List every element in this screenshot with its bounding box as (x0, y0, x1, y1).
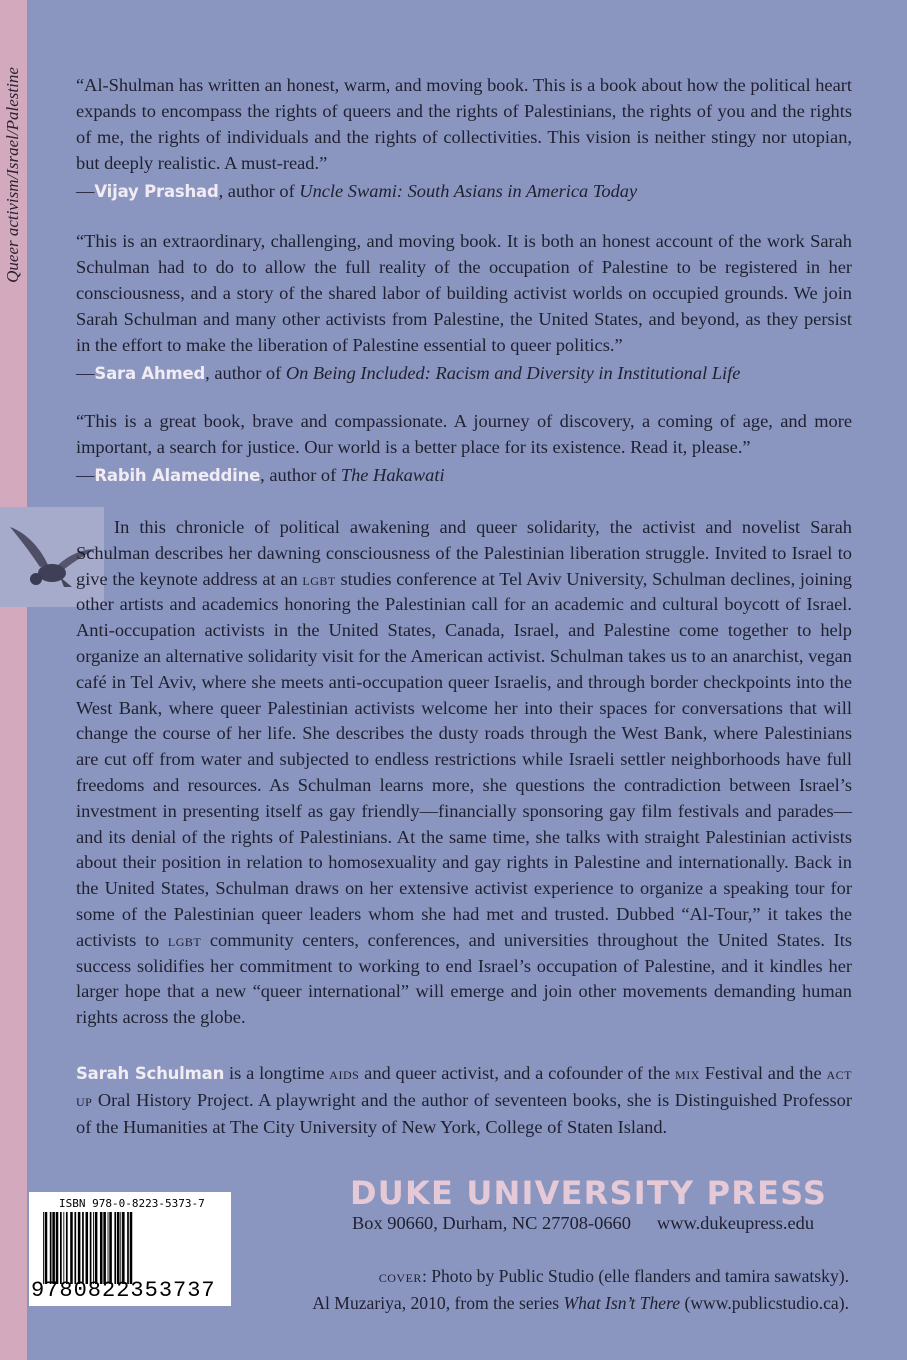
credit-text: : Photo by Public Studio (elle flanders and tamira sawatsky). (421, 1266, 849, 1286)
book-title: On Being Included: Racism and Diversity in Institutional Life (285, 363, 741, 383)
description-text: studies conference at Tel Aviv University, Schulman declines, joining other artists and academics honoring the Palestinian call for an academic and cultural boycott of Israel. Anti-occupation activists in the United States, Canada, Israel, and Palestine come together to help organize an alternative solidarity visit for the American activist. Schulman takes us to an anarchist, vegan café in Tel Aviv, where she meets anti-occupation queer Israelis, and through border checkpoints into the West Bank, where queer Palestinian activists welcome her into their spaces for conversations that will change the course of her life. She describes the dusty roads through the West Bank, where Palestinians are cut off from water and subjected to endless restrictions while Israeli settler neighborhoods have full freedoms and resources. As Schulman learns more, she questions the contradiction between Israel’s investment in presenting itself as gay friendly—financially sponsoring gay film festivals and parades—and its denial of the rights of Palestinians. At the same time, she talks with straight Palestinian activists about their position in relation to homosexuality and gay rights in Palestine and internationally. Back in the United States, Schulman draws on her extensive activist experience to organize a speaking tour for some of the Palestinian queer leaders whom she had met and trusted. Dubbed “Al-Tour,” it takes the activists to (76, 568, 853, 950)
barcode-bar (70, 1212, 73, 1284)
bio-text: Festival and the (699, 1063, 827, 1083)
blurb-alameddine (76, 408, 852, 489)
barcode-bar (78, 1212, 81, 1284)
endorser-name: Rabih Alameddine (94, 466, 261, 485)
author-of: , author of (205, 363, 286, 383)
barcode (29, 1192, 231, 1306)
barcode-bar (108, 1212, 109, 1284)
barcode-bar (93, 1212, 94, 1284)
blurb-attribution (76, 178, 852, 205)
barcode-digits: 9780822353737 (31, 1278, 216, 1303)
blurb-text: “Al-Shulman has written an honest, warm, and moving book. This is a book about how the political heart expands to encompass the rights of queers and the rights of Palestinians, the rights of you and the rights of me, the rights of individuals and the rights of collectivities. This vision is neither stingy nor utopian, but deeply realistic. A must-read.” (76, 75, 852, 173)
mix-abbrev: mix (675, 1064, 700, 1083)
barcode-bar (103, 1212, 106, 1284)
isbn-label: ISBN 978-0-8223-5373-7 (59, 1197, 205, 1210)
barcode-bar (114, 1212, 116, 1284)
author-bio (76, 1060, 852, 1140)
blurb-text: “This is an extraordinary, challenging, and moving book. It is both an honest account of the work Sarah Schulman had to do to allow the full reality of the occupation of Palestine to be registered in her consciousness, and a story of the shared labor of building activist worlds on occupied grounds. We join Sarah Schulman and many other activists from Palestine, the United States, and beyond, as they persist in the effort to make the liberation of Palestine essential to queer politics.” (76, 231, 852, 355)
endorser-name: Vijay Prashad (94, 182, 219, 201)
publisher-website: www.dukeupress.edu (656, 1213, 815, 1233)
dash: — (76, 181, 95, 201)
author-of: , author of (218, 181, 300, 201)
barcode-bar (50, 1212, 52, 1284)
barcode-bar (86, 1212, 89, 1284)
author-name: Sarah Schulman (76, 1064, 225, 1083)
credit-line-1 (312, 1263, 849, 1290)
barcode-bar (52, 1212, 55, 1284)
bio-text: Oral History Project. A playwright and the author of seventeen books, she is Distinguished Professor of the Humanities at The City University of New York, College of Staten Island. (76, 1090, 852, 1137)
book-title: The Hakawati (340, 465, 445, 485)
blurb-prashad (76, 72, 852, 205)
series-title: What Isn’t There (563, 1293, 681, 1313)
bio-text: is a longtime (224, 1063, 330, 1083)
barcode-bar (117, 1212, 120, 1284)
barcode-bar (100, 1212, 103, 1284)
publisher-name: DUKE UNIVERSITY PRESS (350, 1174, 828, 1212)
publisher-address-line (352, 1213, 814, 1234)
barcode-bars (41, 1212, 227, 1284)
barcode-bar (122, 1212, 125, 1284)
dash: — (76, 363, 95, 383)
spine-category: Queer activism/Israel/Palestine (3, 67, 22, 283)
barcode-bar (45, 1212, 48, 1284)
blurb-ahmed (76, 228, 852, 387)
actup-abbrev: act up (76, 1064, 852, 1110)
dash: — (76, 465, 95, 485)
description-text: In this chronicle of political awakening and queer solidarity, the activist and novelist Sarah Schulman describes her dawning consciousness of the Palestinian liberation struggle. Invited to Israel to give the keynote address at an (76, 517, 852, 589)
blurb-text: “This is a great book, brave and compassionate. A journey of discovery, a coming of age, and more important, a search for justice. Our world is a better place for its existence. Read it, please.” (76, 411, 852, 457)
credit-text: (www.publicstudio.ca). (680, 1293, 849, 1313)
publisher-address: Box 90660, Durham, NC 27708-0660 (352, 1213, 631, 1233)
barcode-bar (130, 1212, 133, 1284)
barcode-bar (43, 1212, 44, 1284)
blurb-attribution (76, 360, 852, 387)
barcode-bar (95, 1212, 98, 1284)
description-text: community centers, conferences, and universities throughout the United States. Its success solidifies her commitment to working to end Israel’s occupation of Palestine, and it kindles her larger hope that a new “queer international” will emerge and join other movements demanding human rights across the globe. (76, 929, 852, 1028)
barcode-bar (120, 1212, 121, 1284)
lgbt-abbrev: lgbt (167, 930, 202, 950)
barcode-bar (109, 1212, 112, 1284)
endorser-name: Sara Ahmed (94, 364, 206, 383)
book-title: Uncle Swami: South Asians in America Today (299, 181, 638, 201)
cover-label: cover (378, 1267, 422, 1286)
blurb-attribution (76, 462, 852, 489)
barcode-bar (63, 1212, 64, 1284)
spine-strip (0, 0, 27, 1360)
barcode-bar (127, 1212, 129, 1284)
barcode-bar (60, 1212, 62, 1284)
barcode-bar (66, 1212, 68, 1284)
cover-credit (312, 1263, 849, 1316)
barcode-bar (90, 1212, 92, 1284)
aids-abbrev: aids (329, 1064, 360, 1083)
author-of: , author of (260, 465, 341, 485)
credit-line-2 (312, 1290, 849, 1316)
bio-text: and queer activist, and a cofounder of the (359, 1063, 676, 1083)
barcode-bar (74, 1212, 76, 1284)
book-description (76, 515, 852, 1031)
barcode-bar (56, 1212, 59, 1284)
credit-text: Al Muzariya, 2010, from the series (312, 1293, 564, 1313)
lgbt-abbrev: lgbt (302, 569, 336, 589)
barcode-bar (82, 1212, 84, 1284)
